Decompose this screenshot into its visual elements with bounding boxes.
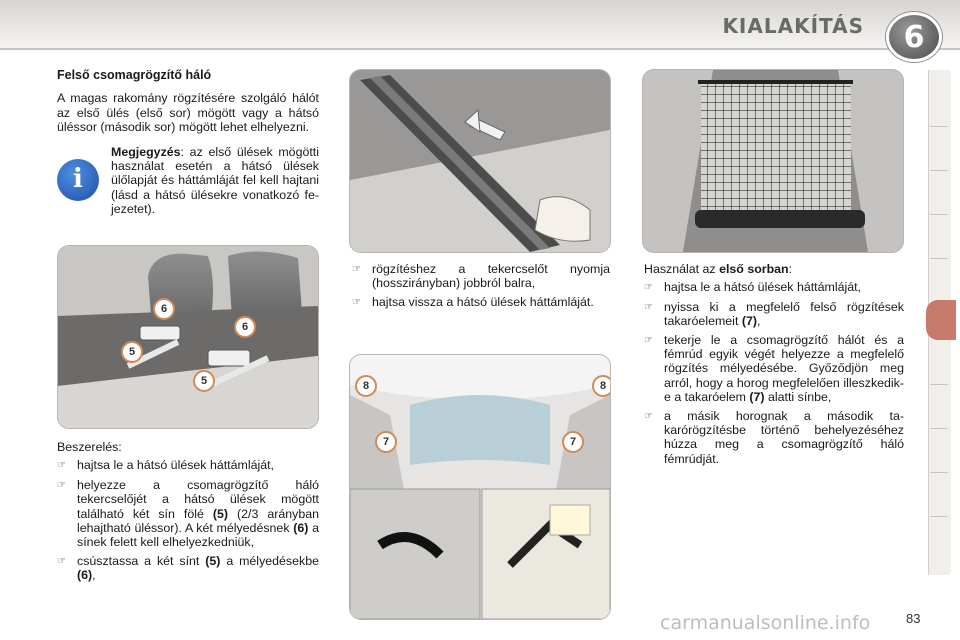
pointing-hand-icon: ☞ — [57, 460, 66, 472]
pointing-hand-icon: ☞ — [352, 296, 361, 308]
pointing-hand-icon: ☞ — [352, 264, 361, 275]
callout-6: 6 — [153, 298, 175, 320]
figure-roller-push — [349, 69, 611, 253]
chapter-tab[interactable] — [930, 516, 948, 517]
note-block — [57, 145, 319, 217]
chapter-tab[interactable] — [930, 214, 948, 215]
callout-8: 8 — [355, 375, 377, 397]
list-item: ☞ hajtsa vissza a hátsó ülések háttámláját. — [352, 294, 594, 309]
page-number: 83 — [906, 611, 921, 626]
pointing-hand-icon: ☞ — [57, 479, 66, 491]
callout-8: 8 — [592, 375, 611, 397]
fixing-list — [352, 262, 610, 310]
callout-7: 7 — [562, 431, 584, 453]
rails-illustration — [58, 246, 318, 428]
callout-7: 7 — [375, 431, 397, 453]
chapter-tab[interactable] — [930, 384, 948, 385]
pointing-hand-icon: ☞ — [644, 301, 653, 313]
left-column-top — [57, 68, 319, 217]
list-item: ☞ csúsztassa a két sínt (5) a mélyedésekbe (6), — [57, 553, 319, 583]
chapter-tab[interactable] — [930, 428, 948, 429]
usage-list — [644, 280, 904, 466]
callout-5: 5 — [193, 370, 215, 392]
list-item: ☞ helyezze a csomagrögzítő háló tekercselőjét a hátsó ülések mögött található két sín fölé (5) (2/3 arányban lehajtható üléssor). A két mélyedésnek (6) a sínek felett kell elhelyezkedniük, — [57, 477, 319, 550]
install-list — [57, 458, 319, 582]
callout-5: 5 — [121, 341, 143, 363]
roller-illustration — [350, 70, 610, 252]
usage-intro: Használat az első sorban: — [644, 262, 793, 276]
note-body: : az első ülések mögötti használat esetén a hátsó ülések ülőlapját és háttámláját fel kell hajtani (lásd a hátsó ülésekre vonatkozó fejezetet). — [111, 144, 319, 217]
pointing-hand-icon: ☞ — [644, 334, 653, 346]
figure-rails — [57, 245, 319, 429]
note-label: Megjegyzés — [111, 144, 181, 159]
net-illustration — [643, 70, 903, 252]
watermark: carmanualsonline.info — [660, 612, 871, 634]
list-item: ☞ rögzítéshez a tekercselőt nyomja (hosszirányban) jobbról balra, — [352, 262, 610, 291]
pointing-hand-icon: ☞ — [644, 410, 653, 422]
chapter-tab[interactable] — [930, 170, 948, 171]
chapter-number-badge: 6 — [886, 12, 942, 62]
section-title: Felső csomagrögzítő háló — [57, 68, 212, 82]
roof-anchors-illustration — [350, 355, 610, 619]
callout-6: 6 — [234, 316, 256, 338]
middle-steps — [352, 262, 610, 314]
pointing-hand-icon: ☞ — [57, 555, 66, 567]
list-item: ☞ a másik horognak a második takarórögzítésbe történő behelyezéséhez húzza meg a csomagrögzítő háló fémrúdját. — [644, 408, 904, 466]
info-icon: i — [57, 159, 99, 201]
install-intro: Beszerelés: — [57, 440, 122, 454]
header-divider — [0, 48, 960, 50]
chapter-title: KIALAKÍTÁS — [722, 14, 864, 38]
figure-net-installed — [642, 69, 904, 253]
chapter-tab[interactable] — [930, 472, 948, 473]
list-item: ☞ tekerje le a csomagrögzítő hálót és a fémrúd egyik végét helyezze a megfelelő rögzítés mélyedésébe. Győződjön meg arról, hogy a horog megfelelően illeszkedik-e a takaróelem (7) alatti sínbe, — [644, 332, 904, 405]
chapter-tab[interactable] — [930, 258, 948, 259]
installation-steps — [57, 440, 319, 587]
chapter-tab-active[interactable] — [926, 300, 956, 340]
figure-roof-anchors — [349, 354, 611, 620]
intro-paragraph: A magas rakomány rögzítésére szolgáló hálót az első ülés (első sor) mögött vagy a hátsó üléssor (második sor) mögött lehet elhelyezni. — [57, 91, 319, 135]
right-steps — [644, 262, 904, 470]
note-text — [111, 145, 319, 217]
list-item: ☞ nyissa ki a megfelelő felső rögzítések takaróelemeit (7), — [644, 299, 904, 329]
pointing-hand-icon: ☞ — [644, 282, 653, 294]
chapter-tab[interactable] — [930, 126, 948, 127]
list-item: ☞ hajtsa le a hátsó ülések háttámláját, — [57, 458, 274, 473]
list-item: ☞ hajtsa le a hátsó ülések háttámláját, — [644, 280, 861, 295]
